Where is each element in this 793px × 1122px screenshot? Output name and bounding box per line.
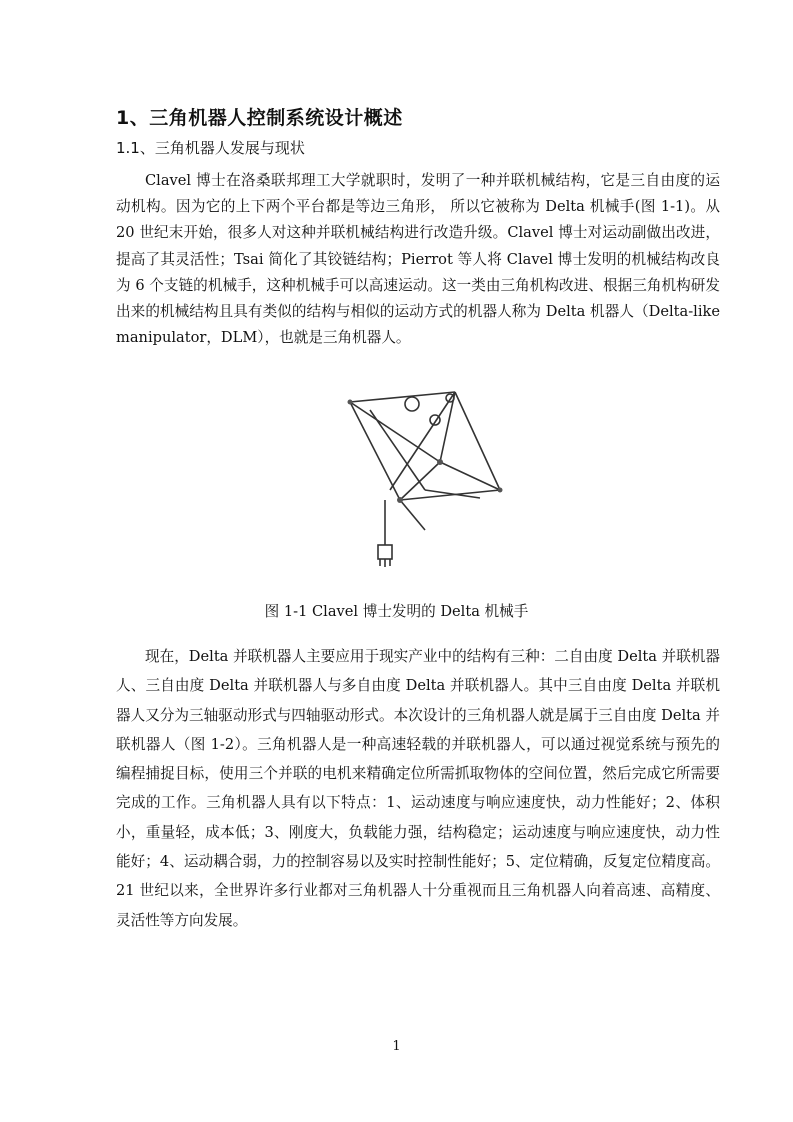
paragraph-intro: Clavel 博士在洛桑联邦理工大学就职时，发明了一种并联机械结构，它是三自由度的运动机构。因为它的上下两个平台都是等边三角形， 所以它被称为 Delta 机械手(图 1-1)。从 20 世纪末开始，很多人对这种并联机械结构进行改造升级。Clavel 博士对运动副做出改进，提高了其灵活性；Tsai 简化了其铰链结构；Pierrot 等人将 Clavel 博士发明的机械结构改良为 6 个支链的机械手，这种机械手可以高速运动。这一类由三角机构改进、根据三角机构研发出来的机械结构且具有类似的结构与相似的运动方式的机器人称为 Delta 机器人（Delta-like manipulator，DLM），也就是三角机器人。 — [116, 172, 720, 347]
figure-caption: 图 1-1 Clavel 博士发明的 Delta 机械手 — [264, 603, 529, 620]
delta-robot-figure — [340, 380, 510, 580]
paragraph-applications: 现在，Delta 并联机器人主要应用于现实产业中的结构有三种：二自由度 Delta 并联机器人、三自由度 Delta 并联机器人与多自由度 Delta 并联机器人。其中三自由度 Delta 并联机器人又分为三轴驱动形式与四轴驱动形式。本次设计的三角机器人就是属于三自由度 Delta 并联机器人（图 1-2）。三角机器人是一种高速轻载的并联机器人，可以通过视觉系统与预先的编程捕捉目标，使用三个并联的电机来精确定位所需抓取物体的空间位置，然后完成它所需要完成的工作。三角机器人具有以下特点：1、运动速度与响应速度快，动力性能好；2、体积小，重量轻，成本低；3、刚度大，负载能力强，结构稳定；运动速度与响应速度快，动力性能好；4、运动耦合弱，力的控制容易以及实时控制性能好；5、定位精确，反复定位精度高。21 世纪以来，全世界许多行业都对三角机器人十分重视而且三角机器人向着高速、高精度、灵活性等方向发展。 — [116, 648, 720, 929]
page-number: 1 — [392, 1039, 401, 1054]
subsection-heading: 1.1、三角机器人发展与现状 — [116, 139, 305, 157]
section-heading: 1、三角机器人控制系统设计概述 — [116, 107, 403, 129]
